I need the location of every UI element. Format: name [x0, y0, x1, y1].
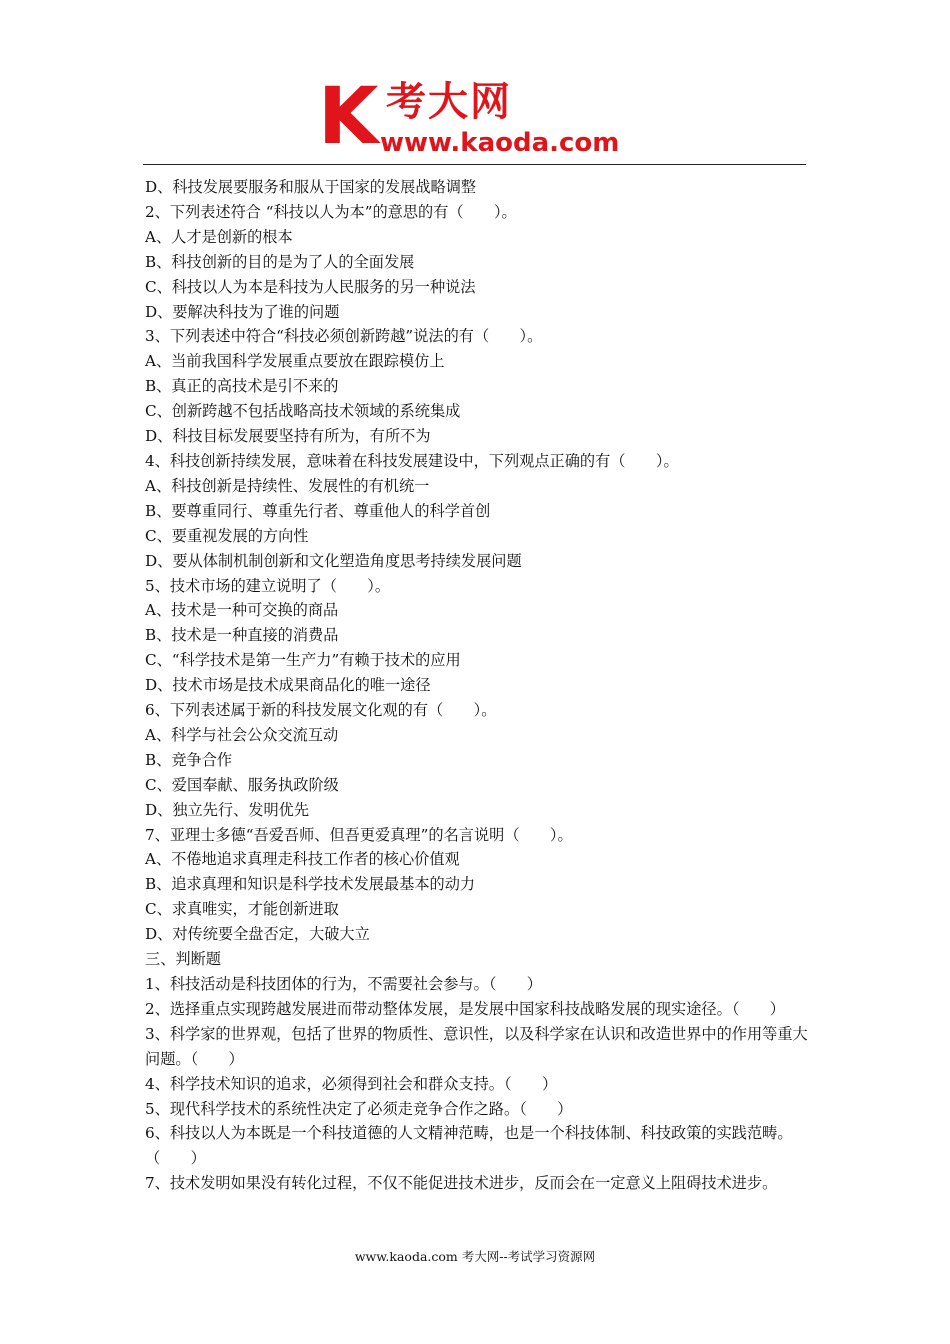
document-body: [145, 175, 825, 1196]
section-heading: 三、判断题: [145, 950, 221, 969]
question-line: 5、技术市场的建立说明了（ ）。: [145, 576, 391, 595]
judgment-question: 1、科技活动是科技团体的行为，不需要社会参与。（ ）: [145, 975, 542, 993]
judgment-question: 6、科技以人为本既是一个科技道德的人文精神范畴，也是一个科技体制、科技政策的实践范畴。（ ）: [145, 1124, 793, 1168]
option-line: A、科技创新是持续性、发展性的有机统一: [145, 476, 430, 495]
question-line: 4、科技创新持续发展，意味着在科技发展建设中，下列观点正确的有（ ）。: [145, 451, 679, 470]
question-line: 6、下列表述属于新的科技发展文化观的有（ ）。: [145, 701, 497, 720]
option-line: D、技术市场是技术成果商品化的唯一途径: [145, 676, 431, 695]
option-line: D、科技目标发展要坚持有所为，有所不为: [145, 427, 431, 446]
option-line: B、竞争合作: [145, 750, 233, 769]
question-line: 7、亚理士多德“吾爱吾师、但吾更爱真理”的名言说明（ ）。: [145, 825, 573, 844]
option-line: C、要重视发展的方向性: [145, 526, 309, 545]
judgment-question: 3、科学家的世界观，包括了世界的物质性、意识性，以及科学家在认识和改造世界中的作用等重大问题。（ ）: [145, 1024, 808, 1068]
logo-url: www.kaoda.com: [380, 128, 620, 158]
option-line: D、要解决科技为了谁的问题: [145, 302, 340, 321]
option-line: B、要尊重同行、尊重先行者、尊重他人的科学首创: [145, 501, 491, 520]
option-line: C、创新跨越不包括战略高技术领域的系统集成: [145, 402, 461, 421]
header-divider: [143, 164, 806, 165]
page-footer: www.kaoda.com 考大网--考试学习资源网: [354, 1249, 596, 1264]
option-line: A、技术是一种可交换的商品: [145, 601, 339, 620]
option-line: D、独立先行、发明优先: [145, 800, 310, 819]
judgment-question: 7、技术发明如果没有转化过程，不仅不能促进技术进步，反而会在一定意义上阻碍技术进步。: [145, 1174, 778, 1193]
logo-k-letter: K: [318, 72, 377, 162]
kaoda-logo: [318, 72, 648, 162]
option-line: D、对传统要全盘否定，大破大立: [145, 925, 370, 944]
option-line: A、人才是创新的根本: [145, 227, 293, 246]
option-line: A、当前我国科学发展重点要放在跟踪模仿上: [145, 352, 445, 371]
option-line: B、追求真理和知识是科学技术发展最基本的动力: [145, 875, 476, 894]
judgment-question: 5、现代科学技术的系统性决定了必须走竞争合作之路。（ ）: [145, 1099, 573, 1118]
text-line: D、科技发展要服务和服从于国家的发展战略调整: [145, 178, 477, 196]
option-line: C、求真唯实，才能创新进取: [145, 900, 339, 919]
logo-site-name: 考大网: [386, 79, 512, 125]
option-line: A、不倦地追求真理走科技工作者的核心价值观: [145, 850, 460, 869]
question-line: 3、下列表述中符合“科技必须创新跨越”说法的有（ ）。: [145, 327, 543, 346]
option-line: B、科技创新的目的是为了人的全面发展: [145, 252, 415, 271]
option-line: A、科学与社会公众交流互动: [145, 725, 339, 744]
option-line: C、爱国奉献、服务执政阶级: [145, 775, 339, 794]
option-line: B、技术是一种直接的消费品: [145, 626, 339, 645]
option-line: C、“科学技术是第一生产力”有赖于技术的应用: [145, 651, 461, 670]
option-line: B、真正的高技术是引不来的: [145, 377, 339, 396]
judgment-question: 2、选择重点实现跨越发展进而带动整体发展，是发展中国家科技战略发展的现实途径。（ ）: [145, 999, 785, 1018]
option-line: C、科技以人为本是科技为人民服务的另一种说法: [145, 277, 476, 296]
option-line: D、要从体制机制创新和文化塑造角度思考持续发展问题: [145, 551, 522, 570]
question-line: 2、下列表述符合 “科技以人为本”的意思的有（ ）。: [145, 202, 517, 221]
judgment-question: 4、科学技术知识的追求，必须得到社会和群众支持。（ ）: [145, 1074, 558, 1093]
